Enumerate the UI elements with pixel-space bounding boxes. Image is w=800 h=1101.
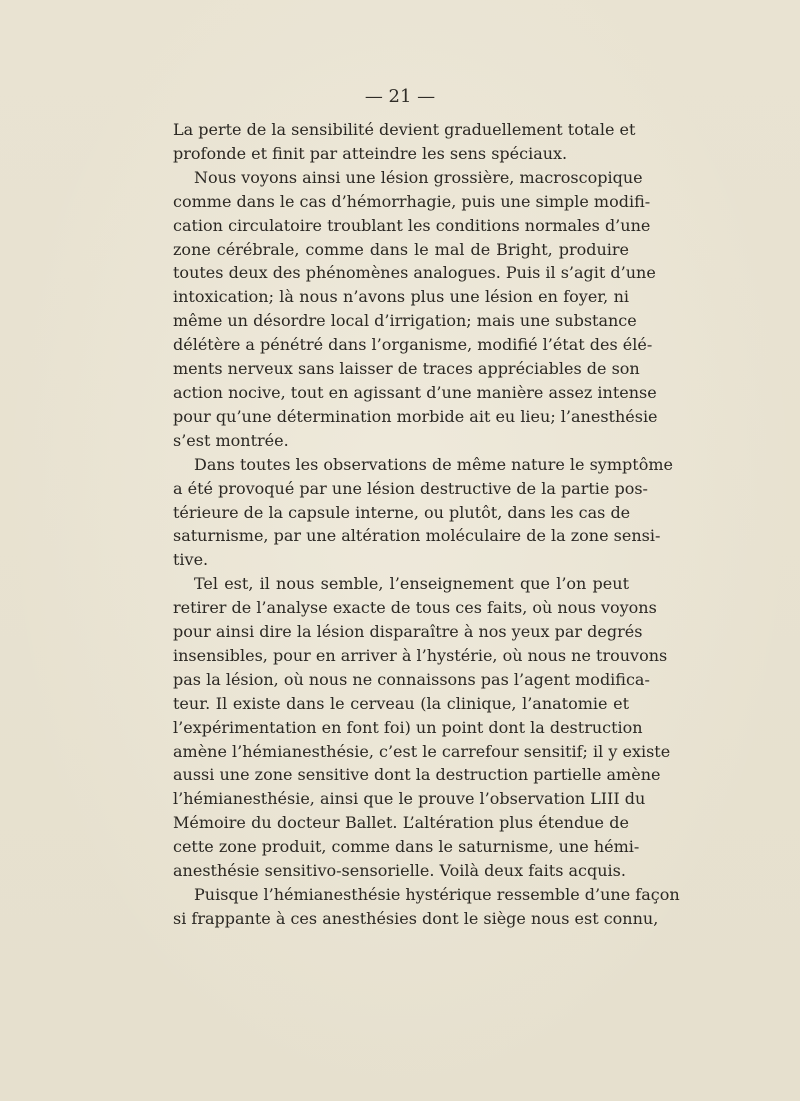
text-line: profonde et finit par atteindre les sens spéciaux. xyxy=(173,143,568,163)
body-text xyxy=(173,118,680,931)
text-line: toutes deux des phénomènes analogues. Puis il s’agit d’une xyxy=(173,263,656,283)
text-line: térieure de la capsule interne, ou plutôt, dans les cas de xyxy=(173,502,631,522)
text-line: cation circulatoire troublant les conditions normales d’une xyxy=(173,215,651,235)
text-line: pour qu’une détermination morbide ait eu lieu; l’anesthésie xyxy=(173,406,658,426)
text-line: amène l’hémianesthésie, c’est le carrefour sensitif; il y existe xyxy=(173,741,671,761)
text-line: tive. xyxy=(173,550,209,570)
text-line: s’est montrée. xyxy=(173,430,289,450)
text-line: pas la lésion, où nous ne connaissons pas l’agent modifica- xyxy=(173,669,650,689)
text-line: ments nerveux sans laisser de traces appréciables de son xyxy=(173,359,640,379)
text-line: même un désordre local d’irrigation; mais une substance xyxy=(173,311,637,331)
text-line: a été provoqué par une lésion destructive de la partie pos- xyxy=(173,478,648,498)
text-line: saturnisme, par une altération moléculaire de la zone sensi- xyxy=(173,526,661,546)
text-line: insensibles, pour en arriver à l’hystérie, où nous ne trouvons xyxy=(173,645,668,665)
text-line: Puisque l’hémianesthésie hystérique ressemble d’une façon xyxy=(194,885,680,904)
text-line: cette zone produit, comme dans le saturnisme, une hémi- xyxy=(173,837,640,857)
text-line: zone cérébrale, comme dans le mal de Bright, produire xyxy=(173,239,629,259)
text-line: retirer de l’analyse exacte de tous ces faits, où nous voyons xyxy=(173,598,657,618)
text-line: action nocive, tout en agissant d’une manière assez intense xyxy=(173,382,657,402)
text-line: l’expérimentation en font foi) un point dont la destruction xyxy=(173,717,643,737)
text-line: teur. Il existe dans le cerveau (la clinique, l’anatomie et xyxy=(173,693,629,713)
text-line: pour ainsi dire la lésion disparaître à nos yeux par degrés xyxy=(173,622,643,642)
text-line: La perte de la sensibilité devient graduellement totale et xyxy=(173,120,636,139)
text-line: Dans toutes les observations de même nature le symptôme xyxy=(194,454,673,474)
text-line: comme dans le cas d’hémorrhagie, puis une simple modifi- xyxy=(173,191,651,211)
text-line: Tel est, il nous semble, l’enseignement que l’on peut xyxy=(194,574,629,594)
text-line: délétère a pénétré dans l’organisme, modifié l’état des élé- xyxy=(173,335,653,355)
text-line: Mémoire du docteur Ballet. L’altération plus étendue de xyxy=(173,813,629,833)
text-line: Nous voyons ainsi une lésion grossière, macroscopique xyxy=(194,167,643,187)
page-number: — 21 — xyxy=(364,86,436,107)
text-line: aussi une zone sensitive dont la destruction partielle amène xyxy=(173,765,661,785)
text-line: intoxication; là nous n’avons plus une lésion en foyer, ni xyxy=(173,287,629,307)
text-line: anesthésie sensitivo-sensorielle. Voilà deux faits acquis. xyxy=(173,861,626,881)
text-line: si frappante à ces anesthésies dont le siège nous est connu, xyxy=(173,908,659,928)
text-line: l’hémianesthésie, ainsi que le prouve l’observation LIII du xyxy=(173,789,646,809)
